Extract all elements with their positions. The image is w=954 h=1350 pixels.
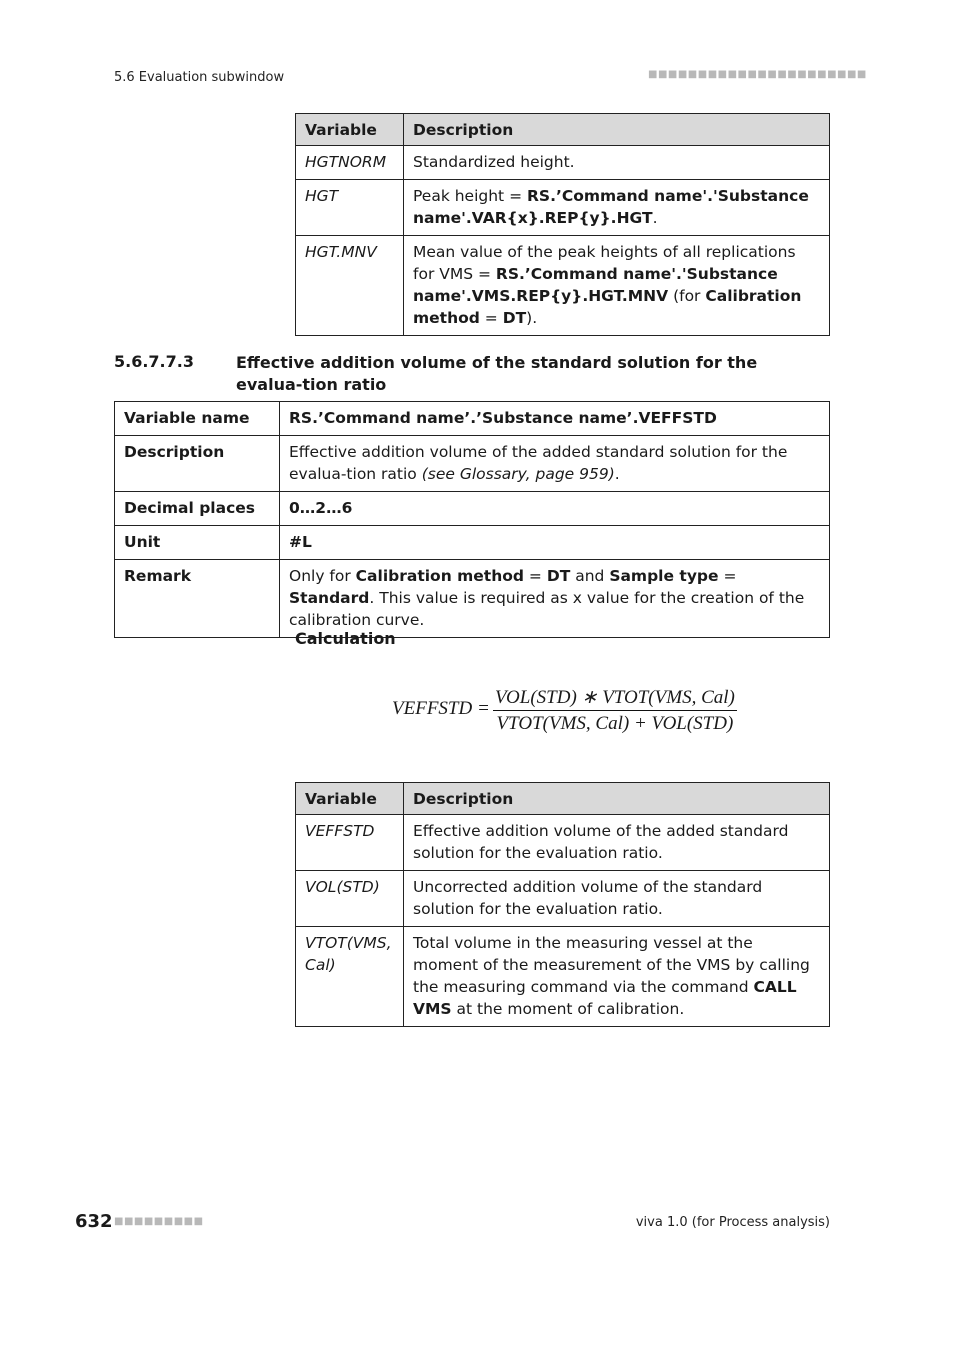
row-value — [280, 492, 830, 526]
table-row — [296, 236, 830, 336]
desc-text: at the moment of calibration. — [451, 1000, 685, 1018]
desc-text: . — [652, 209, 658, 227]
row-label: Unit — [115, 526, 280, 560]
row-value — [280, 402, 830, 436]
remark-text: and — [570, 567, 610, 585]
desc-text: Peak height = — [413, 187, 527, 205]
running-header-section: 5.6 Evaluation subwindow — [114, 70, 285, 85]
row-value — [280, 436, 830, 492]
desc-text: (for — [668, 287, 706, 305]
page-number: 632 — [75, 1211, 113, 1232]
table-row — [115, 526, 830, 560]
column-header-description: Description — [404, 114, 830, 146]
column-header-variable: Variable — [296, 783, 404, 815]
table-row — [296, 180, 830, 236]
footer-decoration: ■■■■■■■■■ — [114, 1216, 204, 1227]
desc-text: . — [614, 465, 620, 483]
table-row — [115, 402, 830, 436]
remark-text: = — [718, 567, 737, 585]
desc-text: ). — [526, 309, 538, 327]
table-row — [296, 927, 830, 1027]
variable-cell: HGT — [296, 180, 404, 236]
calculation-heading: Calculation — [295, 629, 396, 648]
variables-table-veffstd — [295, 782, 830, 1027]
table-row — [296, 815, 830, 871]
glossary-reference: (see Glossary, page 959) — [421, 465, 615, 483]
product-name: viva 1.0 (for Process analysis) — [635, 1215, 830, 1230]
section-title: Effective addition volume of the standard solution for the evalua-tion ratio — [236, 353, 758, 394]
row-value — [280, 560, 830, 638]
desc-text: Effective addition volume of the added standard solution for the evalua-tion ratio — [289, 443, 788, 483]
column-header-variable: Variable — [296, 114, 404, 146]
variable-path: RS.’Command name'.'Substance name'.VAR{x}.REP{y}.HGT — [413, 187, 809, 227]
table-row — [296, 871, 830, 927]
variable-cell: HGTNORM — [296, 146, 404, 180]
variable-cell: VOL(STD) — [296, 871, 404, 927]
description-cell — [404, 180, 830, 236]
param-name: Sample type — [609, 567, 719, 585]
row-label: Remark — [115, 560, 280, 638]
row-label: Decimal places — [115, 492, 280, 526]
remark-text: = — [524, 567, 547, 585]
formula-lhs: VEFFSTD = — [392, 698, 490, 719]
section-number: 5.6.7.7.3 — [114, 352, 194, 371]
table-row — [115, 492, 830, 526]
row-label: Variable name — [115, 402, 280, 436]
param-value: DT — [502, 309, 527, 327]
variable-path: RS.’Command name'.'Substance name'.VMS.REP{y}.HGT.MNV — [413, 265, 778, 305]
table-header-row — [296, 114, 830, 146]
table-row — [115, 560, 830, 638]
param-value: DT — [546, 567, 571, 585]
variable-cell: HGT.MNV — [296, 236, 404, 336]
column-header-description: Description — [404, 783, 830, 815]
header-decoration: ■■■■■■■■■■■■■■■■■■■■■■ — [648, 69, 867, 80]
description-cell — [404, 927, 830, 1027]
row-value — [280, 526, 830, 560]
formula-fraction — [493, 686, 737, 735]
remark-text: . This value is required as x value for the creation of the calibration curve. — [289, 589, 805, 629]
variables-table-hgt — [295, 113, 830, 336]
desc-text: Mean value of the peak heights of all replications for VMS = — [413, 243, 796, 283]
formula-numerator: VOL(STD) ∗ VTOT(VMS, Cal) — [495, 687, 735, 708]
remark-text: Only for — [289, 567, 356, 585]
table-row — [296, 146, 830, 180]
param-value: Standard — [289, 589, 370, 607]
desc-text: = — [479, 309, 503, 327]
table-row — [115, 436, 830, 492]
param-name: Calibration method — [355, 567, 524, 585]
desc-text: Total volume in the measuring vessel at the moment of the measurement of the VMS by calling the measuring command via the command — [413, 934, 810, 996]
formula-denominator: VTOT(VMS, Cal) + VOL(STD) — [496, 713, 734, 734]
description-cell: Effective addition volume of the added standard solution for the evaluation ratio. — [404, 815, 830, 871]
row-label: Description — [115, 436, 280, 492]
decimal-places-value: 0…2…6 — [289, 499, 353, 517]
variable-cell: VTOT(VMS, Cal) — [296, 927, 404, 1027]
command-name: CALL VMS — [413, 978, 797, 1018]
unit-value: #L — [289, 533, 312, 551]
param-name: Calibration method — [413, 287, 802, 327]
description-cell: Standardized height. — [404, 146, 830, 180]
variable-name-value: RS.’Command name’.’Substance name’.VEFFSTD — [289, 409, 717, 427]
variable-cell: VEFFSTD — [296, 815, 404, 871]
description-cell — [404, 236, 830, 336]
description-cell: Uncorrected addition volume of the standard solution for the evaluation ratio. — [404, 871, 830, 927]
table-header-row — [296, 783, 830, 815]
fraction-bar — [493, 710, 737, 711]
variable-definition-table — [114, 401, 830, 638]
